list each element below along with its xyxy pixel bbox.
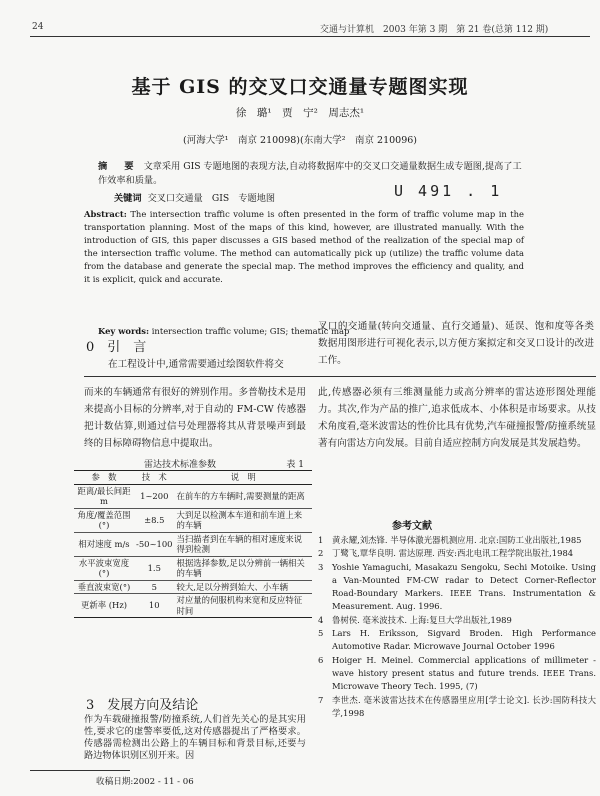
keywords-cn-text: 交叉口交通量 GIS 专题地图: [147, 193, 276, 204]
table-caption: [104, 457, 304, 470]
left-body-text: 而来的车辆通常有很好的辨别作用。多普勒技术是用来提高小目标的分辨率,对于自动的 FM-CW 传感器把计数估算,则通过信号处理器将其从背景噪声到最终的目标障碍物信息中提取出。: [84, 387, 306, 449]
received-date: 收稿日期:2002 - 11 - 06: [96, 777, 194, 787]
authors: 徐 璐¹ 贾 宁² 周志杰¹: [235, 107, 365, 119]
abstract-en-label: Abstract:: [84, 209, 127, 219]
table-cell: 距离/最长间距 m: [74, 484, 134, 508]
right-body-text: 此,传感器必须有三维测量能力或高分辨率的雷达迹形图处理能力。其次,作为产品的推广,追求低成本、小体积是市场要求。从技术角度看,毫米波雷达的性价比具有优势,汽车碰撞报警/防撞系统显著有向雷达方向发展。目前自适应控制方向发展是其发展趋势。: [318, 387, 596, 449]
table-caption-number: 表 1: [286, 460, 304, 470]
footnote-rule: [30, 770, 130, 771]
table-row: [74, 594, 312, 618]
classification-number: U 491 . 1: [394, 182, 503, 200]
keywords-en: [98, 326, 349, 336]
table-cell: 在前车的方车辆时,需要测量的距离: [175, 484, 313, 508]
reference-item: [318, 534, 596, 547]
table-cell: -50~100: [134, 532, 175, 556]
table-caption-text: 雷达技术标准参数: [144, 460, 217, 470]
reference-number: 5: [318, 628, 324, 639]
table-1: [74, 470, 312, 618]
reference-item: [318, 694, 596, 721]
reference-text: Yoshie Yamaguchi, Masakazu Sengoku, Sechi Motoike. Using a Van-Mounted FM-CW radar to Detect Corner-Reflector Road-Boundary Markers. IEEE Trans. Instrumentation & Measurement. Aug. 1996.: [332, 561, 596, 612]
table-cell: 根据选择参数,足以分辨前一辆相关的车辆: [175, 556, 313, 580]
reference-number: 6: [318, 654, 324, 665]
keywords-en-text: intersection traffic volume; GIS; thematic map: [151, 326, 350, 336]
section-3-paragraph: 作为车载碰撞报警/防撞系统,人们首先关心的是其实用性,要求它的虚警率要低,这对传感器提出了严格要求。传感器需检测出公路上的车辆目标和背景目标,还要与路边物体识别区别开来。因: [84, 714, 306, 761]
reference-number: 3: [318, 561, 324, 572]
table-row: [74, 508, 312, 532]
table-header: 参 数: [74, 471, 134, 485]
section-0-paragraph: 在工程设计中,通常需要通过绘图软件将交: [108, 359, 284, 370]
reference-item: [318, 614, 596, 627]
table-row: [74, 556, 312, 580]
table-cell: 较大,足以分辨到始大、小车辆: [175, 580, 313, 594]
table-cell: 1.5: [134, 556, 175, 580]
running-header: 交通与计算机 2003 年第 3 期 第 21 卷(总第 112 期): [320, 25, 549, 35]
table-header: 技 术: [134, 471, 175, 485]
paper-title: 基于 GIS 的交叉口交通量专题图实现: [131, 76, 469, 98]
references-list: [318, 534, 596, 720]
abstract-en: [84, 208, 524, 286]
reference-text: 丁鹭飞,覃华良明. 雷达原理. 西安:西北电讯工程学院出版社,1984: [332, 548, 574, 559]
table-cell: ±8.5: [134, 508, 175, 532]
references-heading: 参考文献: [392, 521, 432, 532]
table-cell: 垂直波束宽(°): [74, 580, 134, 594]
keywords-en-label: Key words:: [98, 326, 150, 336]
abstract-cn-label: 摘 要: [98, 161, 138, 172]
affiliation: (河海大学¹ 南京 210098)(东南大学² 南京 210096): [182, 135, 417, 146]
reference-number: 7: [318, 694, 324, 705]
header-rule: [30, 36, 590, 37]
table-cell: 大到足以检测本车道和前车道上来的车辆: [175, 508, 313, 532]
table-cell: 10: [134, 594, 175, 618]
section-0-right-paragraph: 叉口的交通量(转向交通量、直行交通量)、延误、饱和度等各类数据用图形进行可视化表示,以方便方案拟定和交叉口设计的改进工作。: [318, 321, 594, 366]
section-3-heading: 3 发展方向及结论: [86, 698, 199, 713]
reference-item: [318, 547, 596, 560]
table-row: [74, 580, 312, 594]
abstract-cn-text: 文章采用 GIS 专题地图的表现方法,自动将数据库中的交叉口交通量数据生成专题图,提高了工作效率和质量。: [98, 161, 522, 186]
keywords-cn-label: 关键词: [114, 193, 142, 204]
column-divider-rule: [84, 376, 596, 377]
table-header: 说 明: [175, 471, 313, 485]
table-cell: 水平波束宽度(°): [74, 556, 134, 580]
reference-text: 鲁树侯. 毫米波技术. 上海:复旦大学出版社,1989: [332, 614, 512, 625]
reference-text: 黄永耀,刘杰锋. 半导体激光器机测应用. 北京:国防工业出版社,1985: [332, 535, 582, 545]
reference-number: 4: [318, 614, 324, 625]
table-cell: 当扫描者到在车辆的相对速度来说得到检测: [175, 532, 313, 556]
table-cell: 更新率 (Hz): [74, 594, 134, 618]
section-0-heading: 0 引 言: [86, 340, 147, 355]
reference-number: 1: [318, 535, 324, 545]
table-header-row: [74, 471, 312, 485]
reference-text: 李世杰. 毫米波雷达技术在传感器里应用[学士论文]. 长沙:国防科技大学,1998: [332, 694, 596, 718]
table-cell: 角度/覆盖范围(°): [74, 508, 134, 532]
table-row: [74, 532, 312, 556]
page-number: 24: [32, 22, 44, 32]
reference-number: 2: [318, 548, 324, 559]
table-cell: 5: [134, 580, 175, 594]
reference-text: Hoiger H. Meinel. Commercial applications of millimeter - wave history present status and future trends. IEEE Trans. Microwave Theory Tech. 1995, (7): [332, 654, 596, 692]
table-cell: 1~200: [134, 484, 175, 508]
reference-item: [318, 561, 596, 614]
reference-item: [318, 654, 596, 694]
table-row: [74, 484, 312, 508]
table-cell: 对应量的伺服机构来宽和反应特征时间: [175, 594, 313, 618]
reference-item: [318, 627, 596, 654]
reference-text: Lars H. Eriksson, Sigvard Broden. High Performance Automotive Radar. Microwave Journal October 1996: [332, 628, 596, 652]
table-cell: 相对速度 m/s: [74, 532, 134, 556]
abstract-en-text: The intersection traffic volume is often presented in the form of traffic volume map in the transportation planning. Most of the maps of this kind, however, are illustrated manually. With the introduction of GIS, this paper discusses a GIS based method of the realization of the special map of the intersection traffic volume. The method can automatically pick up (utilize) the traffic volume data from the database and generate the special map. The method improves the efficiency and quality, and it is explicit, quick and accurate.: [84, 209, 524, 284]
